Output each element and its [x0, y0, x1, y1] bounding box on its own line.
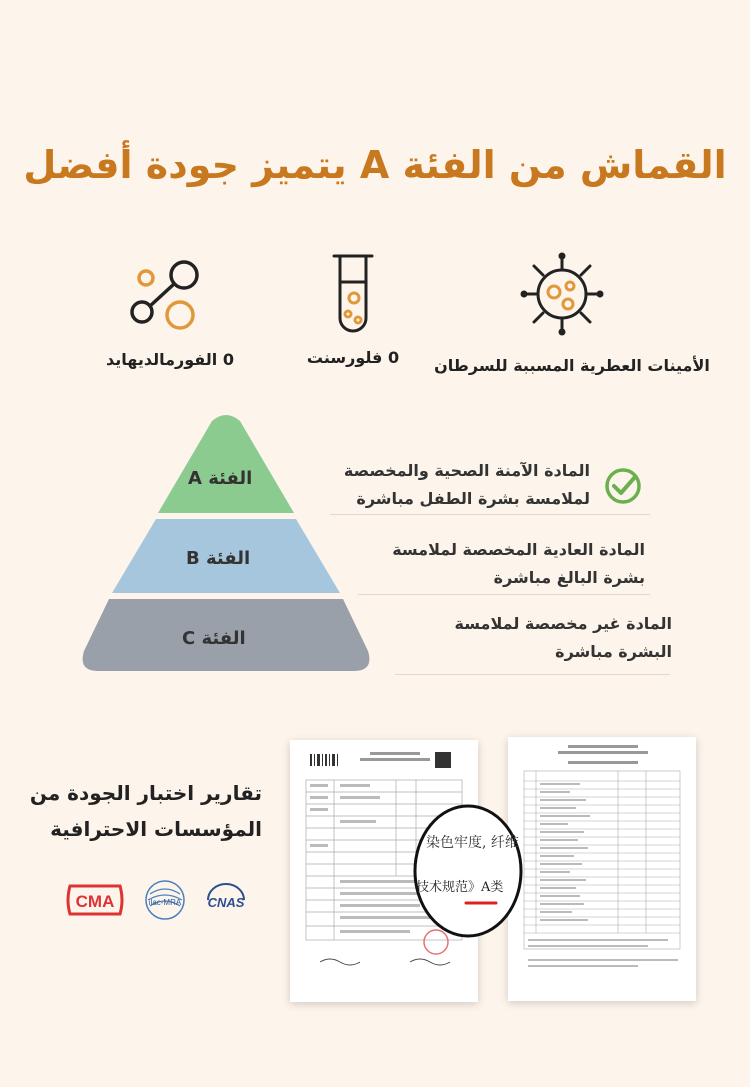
divider [330, 514, 650, 515]
feature-label-aromatic-amines: الأمينات العطرية المسببة للسرطان [434, 356, 710, 375]
check-circle-icon [603, 466, 643, 506]
cnas-logo-icon [202, 880, 250, 920]
molecule-icon [128, 257, 202, 333]
tier-a-desc-line1: المادة الآمنة الصحية والمخصصة [343, 461, 590, 480]
cnas-logo-text: CNAS [207, 895, 245, 910]
tier-a-description [344, 457, 590, 513]
tier-c-description [455, 610, 672, 666]
magnifier-zoom [412, 803, 524, 939]
reports-title [22, 775, 262, 847]
feature-label-formaldehyde: 0 الفورمالديهايد [106, 350, 234, 369]
tier-b-desc-line2: بشرة البالغ مباشرة [493, 568, 645, 587]
tier-a-desc-line2: لملامسة بشرة الطفل مباشرة [356, 489, 590, 508]
feature-label-fluorescent: 0 فلورسنت [306, 348, 400, 367]
ilac-mra-logo-text: ilac-MRA [148, 898, 182, 907]
divider [358, 594, 650, 595]
ilac-mra-logo-icon [142, 878, 188, 922]
cma-logo-icon [64, 882, 126, 918]
tier-a-label: الفئة A [188, 468, 253, 489]
divider [395, 674, 670, 675]
tier-c-desc-line1: المادة غير مخصصة لملامسة [454, 614, 672, 633]
tier-c-desc-line2: البشرة مباشرة [555, 642, 672, 661]
reports-title-line1: تقارير اختبار الجودة من [29, 781, 262, 805]
tier-c-label: الفئة C [182, 628, 246, 649]
tier-b-label: الفئة B [186, 548, 251, 569]
zoom-text-main: 技术规范》A类 [416, 880, 504, 895]
test-tube-icon [330, 252, 376, 340]
test-results-document [508, 737, 696, 1001]
cma-logo-text: CMA [75, 892, 115, 911]
tier-b-desc-line1: المادة العادية المخصصة لملامسة [392, 540, 645, 559]
tier-b-description [392, 536, 645, 592]
tier-a-shape [158, 415, 294, 513]
reports-title-line2: المؤسسات الاحترافية [50, 817, 262, 841]
zoom-text-top: 染色牢度, 纤维 [426, 835, 519, 851]
virus-icon [520, 252, 604, 336]
page-title: القماش من الفئة A يتميز جودة أفضل [23, 143, 727, 187]
